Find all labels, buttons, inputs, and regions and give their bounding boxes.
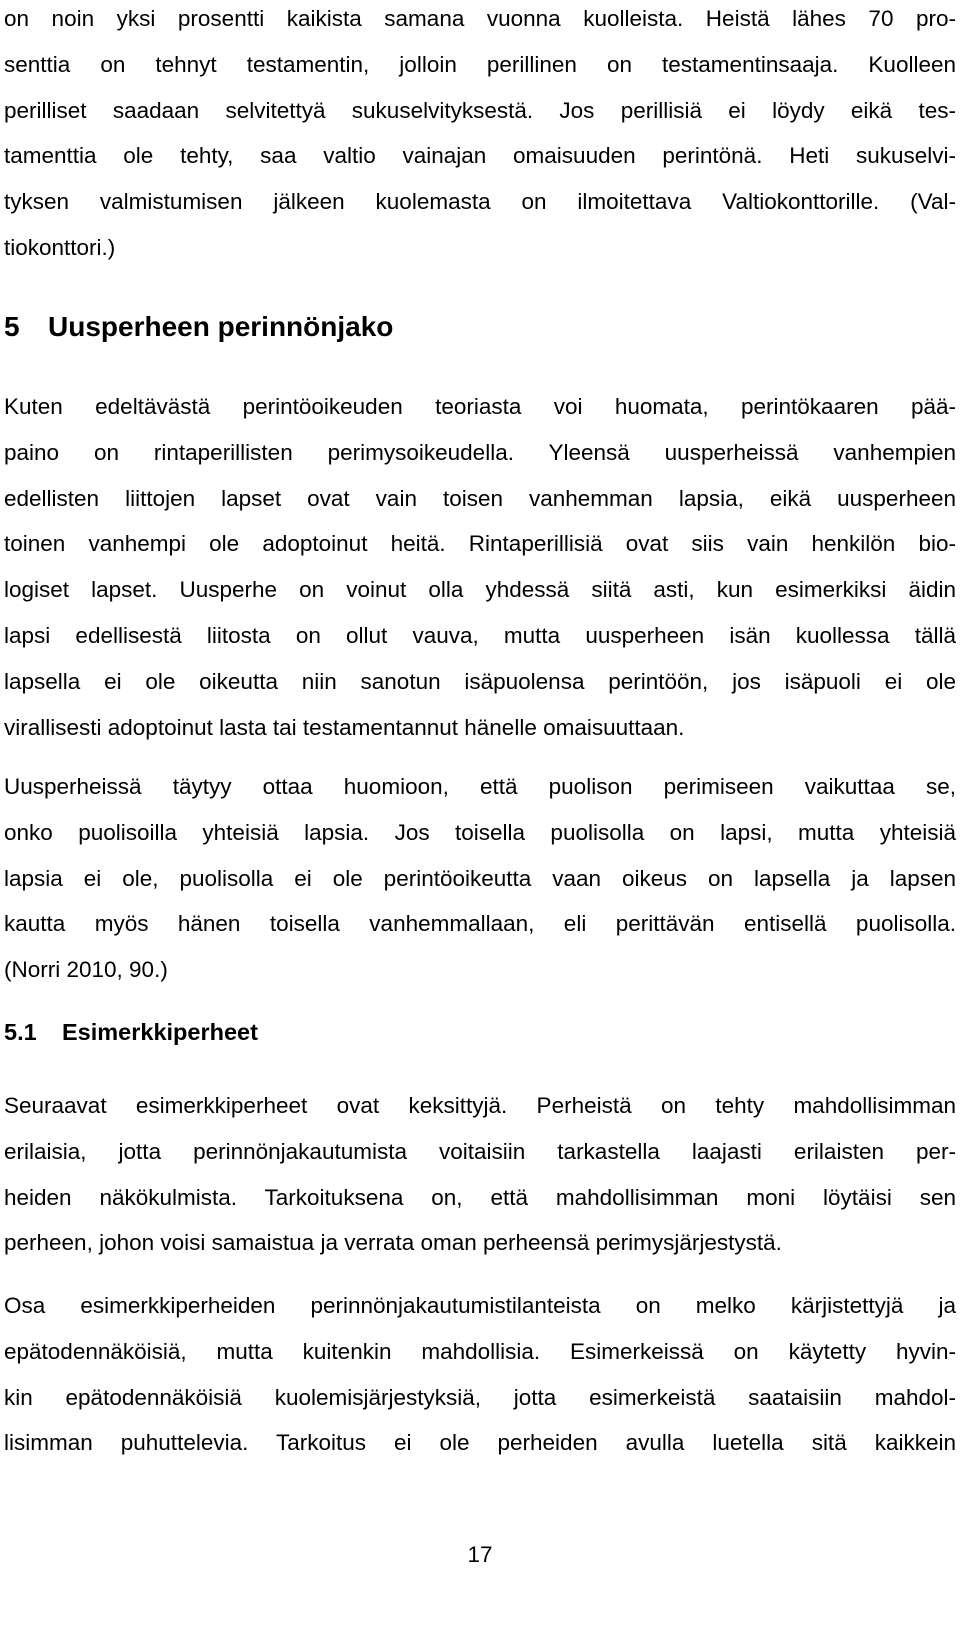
- text-line: lapsi edellisestä liitosta on ollut vauva, mutta uusperheen isän kuollessa tällä: [4, 622, 956, 648]
- section-5-paragraph-2: [4, 764, 956, 993]
- section-5-1-paragraph-2: [4, 1283, 956, 1466]
- section-5-paragraph-1: [4, 384, 956, 750]
- text-line: tyksen valmistumisen jälkeen kuolemasta on ilmoitettava Valtiokonttorille. (Val-: [4, 189, 956, 215]
- text-line: on noin yksi prosentti kaikista samana vuonna kuolleista. Heistä lähes 70 pro-: [4, 6, 956, 31]
- text-line: heiden näkökulmista. Tarkoituksena on, että mahdollisimman moni löytäisi sen: [4, 1184, 956, 1210]
- text-line: lisimman puhuttelevia. Tarkoitus ei ole perheiden avulla luetella sitä kaikkein: [4, 1430, 956, 1456]
- text-line: paino on rintaperillisten perimysoikeudella. Yleensä uusperheissä vanhempien: [4, 439, 956, 465]
- text-line: Uusperheissä täytyy ottaa huomioon, että puolison perimiseen vaikuttaa se,: [4, 774, 956, 799]
- text-line: perheen, johon voisi samaistua ja verrata oman perheensä perimysjärjestystä.: [4, 1230, 782, 1256]
- text-line: Osa esimerkkiperheiden perinnönjakautumistilanteista on melko kärjistettyjä ja: [4, 1293, 956, 1318]
- section-5-1-paragraph-1: [4, 1083, 956, 1266]
- text-line: toinen vanhempi ole adoptoinut heitä. Rintaperillisiä ovat siis vain henkilön bio-: [4, 531, 956, 557]
- text-line: logiset lapset. Uusperhe on voinut olla yhdessä siitä asti, kun esimerkiksi äidin: [4, 577, 956, 603]
- text-line: kin epätodennäköisiä kuolemisjärjestyksiä, jotta esimerkeistä saataisiin mahdol-: [4, 1384, 956, 1410]
- text-line: tamenttia ole tehty, saa valtio vainajan omaisuuden perintönä. Heti sukuselvi-: [4, 143, 956, 169]
- text-line: epätodennäköisiä, mutta kuitenkin mahdollisia. Esimerkeissä on käytetty hyvin-: [4, 1338, 956, 1364]
- text-line: Seuraavat esimerkkiperheet ovat keksittyjä. Perheistä on tehty mahdollisimman: [4, 1093, 956, 1118]
- intro-paragraph: [4, 0, 956, 271]
- text-line: edellisten liittojen lapset ovat vain toisen vanhemman lapsia, eikä uusperheen: [4, 485, 956, 511]
- subsection-title: Esimerkkiperheet: [62, 1019, 258, 1045]
- subsection-number: 5.1: [4, 1019, 37, 1045]
- section-5-1-heading: [4, 1012, 258, 1052]
- text-line: kautta myös hänen toisella vanhemmallaan, eli perittävän entisellä puolisolla.: [4, 911, 956, 937]
- text-line: tiokonttori.): [4, 234, 116, 260]
- section-title: Uusperheen perinnönjako: [48, 311, 394, 342]
- text-line: onko puolisoilla yhteisiä lapsia. Jos toisella puolisolla on lapsi, mutta yhteisiä: [4, 819, 956, 845]
- text-line: lapsella ei ole oikeutta niin sanotun isäpuolensa perintöön, jos isäpuoli ei ole: [4, 668, 956, 694]
- text-line: senttia on tehnyt testamentin, jolloin perillinen on testamentinsaaja. Kuolleen: [4, 51, 956, 77]
- text-line: (Norri 2010, 90.): [4, 957, 168, 983]
- text-line: Kuten edeltävästä perintöoikeuden teoriasta voi huomata, perintökaaren pää-: [4, 394, 956, 419]
- document-page: [4, 0, 956, 1648]
- text-line: virallisesti adoptoinut lasta tai testamentannut hänelle omaisuuttaan.: [4, 714, 685, 740]
- text-line: erilaisia, jotta perinnönjakautumista voitaisiin tarkastella laajasti erilaisten per-: [4, 1138, 956, 1164]
- section-number: 5: [4, 311, 20, 342]
- text-line: perilliset saadaan selvitettyä sukuselvityksestä. Jos perillisiä ei löydy eikä tes-: [4, 97, 956, 123]
- section-5-heading: [4, 307, 393, 347]
- text-line: lapsia ei ole, puolisolla ei ole perintöoikeutta vaan oikeus on lapsella ja lapsen: [4, 865, 956, 891]
- page-number: 17: [467, 1542, 493, 1567]
